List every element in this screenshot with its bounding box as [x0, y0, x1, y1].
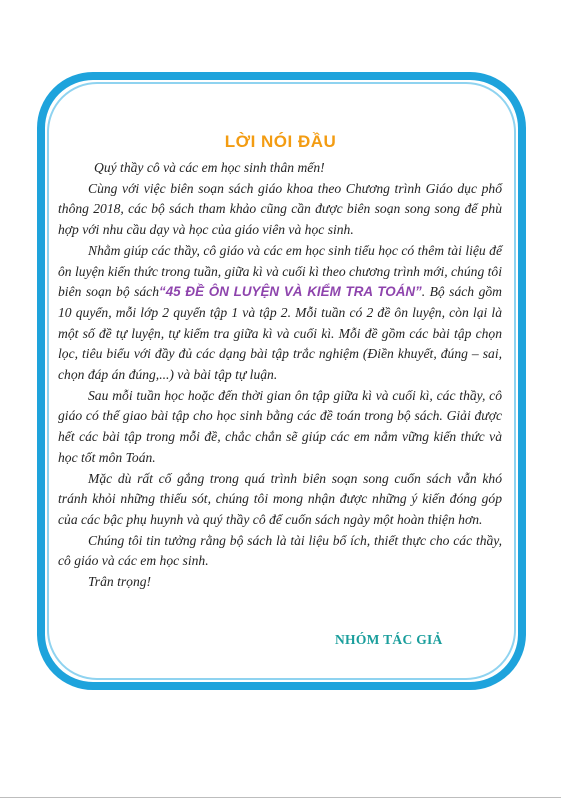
- preface-body: [58, 158, 502, 593]
- paragraph-2-text-before: Nhằm giúp các thầy, cô giáo và các em học sinh tiểu học có thêm tài liệu để ôn luyện kiến thức trong tuần, giữa kì và cuối kì theo chương trình mới, chúng tôi biên soạn bộ sách: [58, 242, 502, 300]
- paragraph-5: Chúng tôi tin tưởng rằng bộ sách là tài liệu bổ ích, thiết thực cho các thầy, cô giáo và các em học sinh.: [58, 532, 502, 569]
- author-signature: NHÓM TÁC GIẢ: [335, 632, 443, 647]
- page-bottom-divider: [0, 797, 561, 798]
- greeting-line: Quý thầy cô và các em học sinh thân mến!: [94, 160, 325, 175]
- book-title-highlight: “45 ĐỀ ÔN LUYỆN VÀ KIỂM TRA TOÁN”: [159, 284, 422, 300]
- paragraph-1: Cùng với việc biên soạn sách giáo khoa theo Chương trình Giáo dục phổ thông 2018, các bộ sách tham khảo cũng cần được biên soạn song song để phù hợp với nhu cầu dạy và học của giáo viên và học sinh.: [58, 180, 502, 238]
- paragraph-3: Sau mỗi tuần học hoặc đến thời gian ôn tập giữa kì và cuối kì, các thầy, cô giáo có thể giao bài tập cho học sinh bằng các đề toán trong bộ sách. Giải được hết các bài tập trong mỗi đề, chắc chắn sẽ giúp các em nắm vững kiến thức và học tốt môn Toán.: [58, 387, 502, 465]
- paragraph-4: Mặc dù rất cố gắng trong quá trình biên soạn song cuốn sách vẫn khó tránh khỏi những thiếu sót, chúng tôi mong nhận được những ý kiến đóng góp của các bậc phụ huynh và quý thầy cô để cuốn sách ngày một hoàn thiện hơn.: [58, 470, 502, 527]
- closing-line: Trân trọng!: [88, 574, 152, 590]
- page-title: LỜI NÓI ĐẦU: [224, 132, 337, 151]
- paragraph-2-text-after: . Bộ sách gồm 10 quyển, mỗi lớp 2 quyển tập 1 và tập 2. Mỗi tuần có 2 đề ôn luyện, còn lại là một số đề tự luyện, tự kiểm tra giữa kì và cuối kì. Mỗi đề gồm các bài tập chọn lọc, tiêu biểu với đầy đủ các dạng bài tập trắc nghiệm (Điền khuyết, đúng – sai, chọn đáp án đúng,...) và bài tập tự luận.: [58, 284, 502, 383]
- paragraph-2: [58, 241, 502, 386]
